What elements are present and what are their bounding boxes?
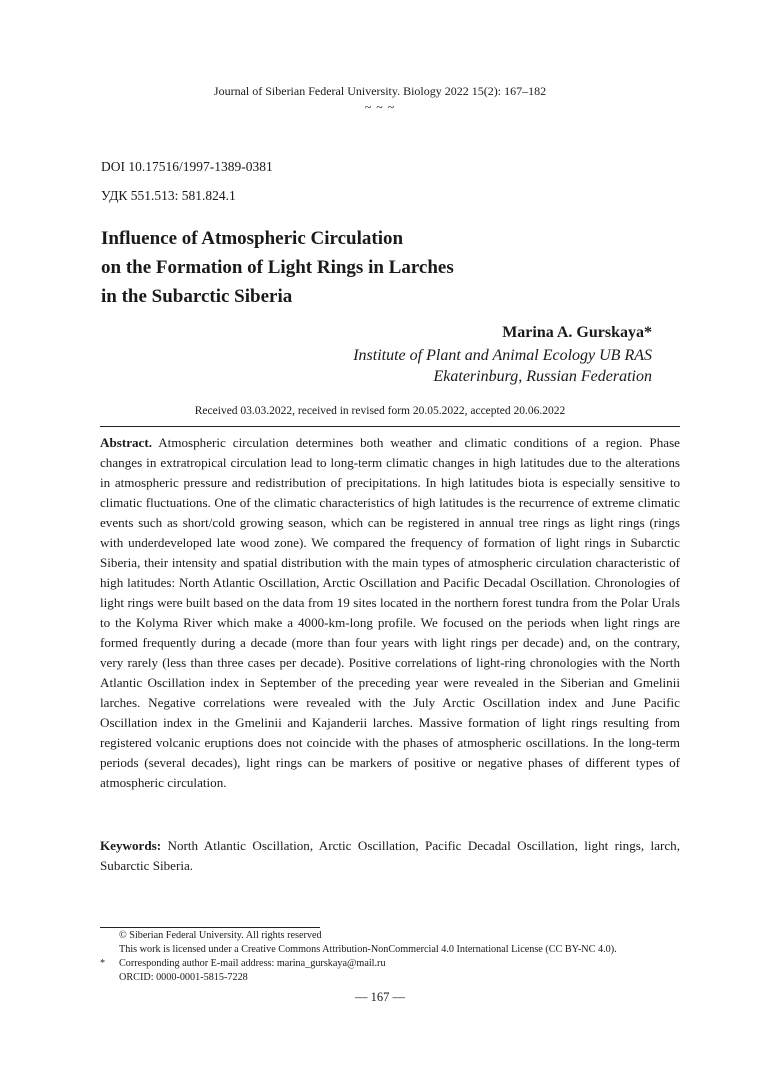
corresponding-author-note: Corresponding author E-mail address: marina_gurskaya@mail.ru — [119, 958, 386, 969]
udk: УДК 551.513: 581.824.1 — [101, 188, 236, 203]
affiliation-institute: Institute of Plant and Animal Ecology UB RAS — [353, 347, 652, 364]
article-title — [101, 224, 454, 311]
keywords-text: North Atlantic Oscillation, Arctic Oscillation, Pacific Decadal Oscillation, light rings, larch, Subarctic Siberia. — [100, 838, 680, 873]
abstract — [100, 433, 680, 793]
received-dates: Received 03.03.2022, received in revised form 20.05.2022, accepted 20.06.2022 — [194, 405, 566, 417]
footnote-divider — [100, 927, 320, 928]
abstract-divider — [100, 426, 680, 427]
copyright-note: © Siberian Federal University. All rights reserved — [119, 930, 322, 941]
abstract-label: Abstract. — [100, 435, 152, 450]
header-ornament: ~ ~ ~ — [364, 100, 396, 114]
title-line: on the Formation of Light Rings in Larches — [101, 257, 454, 278]
footnote-star: * — [100, 958, 106, 969]
keywords-label: Keywords: — [100, 838, 162, 853]
title-line: in the Subarctic Siberia — [101, 286, 293, 307]
footnotes — [119, 929, 617, 985]
keywords — [100, 836, 680, 876]
page-number: — 167 — — [355, 990, 405, 1004]
author-affiliation — [353, 345, 652, 387]
title-line: Influence of Atmospheric Circulation — [101, 228, 404, 249]
abstract-text: Atmospheric circulation determines both weather and climatic conditions of a region. Phase changes in extratropical circulation lead to long-term climatic changes in high latitudes due to the alterations in atmospheric pressure and redistribution of precipitations. In high latitudes biota is especially sensitive to climatic fluctuations. One of the climatic characteristics of high latitudes is the recurrence of extreme climatic events such as short/cold growing season, which can be registered in annual tree rings as light rings (rings with underdeveloped late wood zone). We compared the frequency of formation of light rings in Subarctic Siberia, their intensity and spatial distribution with the main types of atmospheric circulation characteristic of high latitudes: North Atlantic Oscillation, Arctic Oscillation and Pacific Decadal Oscillation. Chronologies of light rings were built based on the data from 19 sites located in the northern forest tundra from the Polar Urals to the Kolyma River which make a 4000-km-long profile. We focused on the periods when light rings are formed frequently during a decade (more than four years with light rings per decade) and, on the contrary, very rarely (less than three cases per decade). Positive correlations of light-ring chronologies with the North Atlantic Oscillation index in September of the preceding year were revealed in the Siberian and Gmelinii larches. Negative correlations were revealed with the July Arctic Oscillation index and June Pacific Oscillation index in the Gmelinii and Kajanderii larches. Massive formation of light rings resulting from registered volcanic eruptions does not coincide with the phases of atmospheric oscillations. In the long-term periods (several decades), light rings can be markers of positive or negative phases of different types of atmospheric circulation. — [100, 435, 680, 790]
license-note: This work is licensed under a Creative Commons Attribution-NonCommercial 4.0 International License (CC BY-NC 4.0). — [119, 944, 617, 955]
journal-header: Journal of Siberian Federal University. Biology 2022 15(2): 167–182 — [213, 84, 547, 98]
affiliation-location: Ekaterinburg, Russian Federation — [433, 368, 652, 385]
author-name: Marina A. Gurskaya* — [502, 324, 652, 341]
doi: DOI 10.17516/1997-1389-0381 — [101, 159, 273, 174]
orcid-note: ORCID: 0000-0001-5815-7228 — [119, 972, 248, 983]
